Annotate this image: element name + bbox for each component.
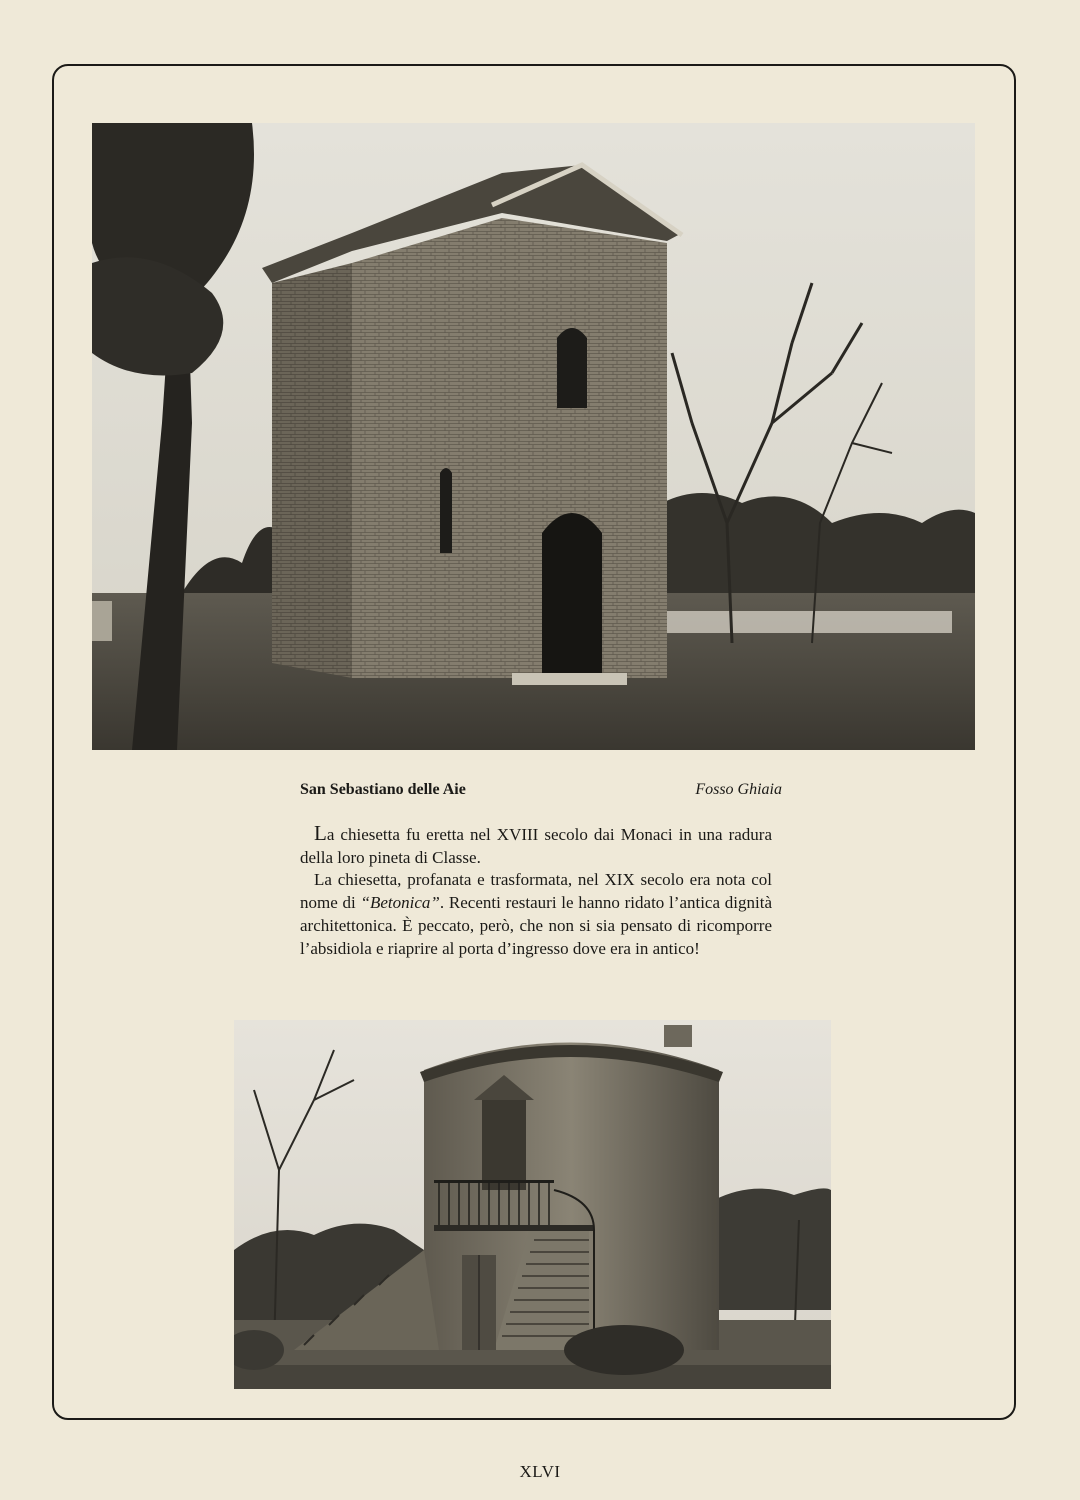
caption-title: San Sebastiano delle Aie bbox=[300, 781, 466, 798]
body-text bbox=[300, 822, 772, 960]
paragraph-2-italic: “Betonica” bbox=[360, 893, 440, 913]
caption-place: Fosso Ghiaia bbox=[695, 781, 782, 798]
paragraph-2-text-a: La chiesetta, profanata e trasformata, nel XIX secolo era nota col nome di bbox=[300, 870, 772, 913]
page-number: XLVI bbox=[519, 1462, 561, 1481]
chapel-photo-top bbox=[92, 123, 975, 750]
chapel-photo-bottom bbox=[234, 1020, 831, 1389]
paragraph-1 bbox=[300, 822, 772, 869]
paragraph-2-text-b: . Recenti restauri le hanno ridato l’antica dignità architettonica. È peccato, però, che non si sia pensato di ricomporre l’absidiola e riaprire al porta d’ingresso dove era in antico! bbox=[300, 893, 773, 958]
paragraph-1-text: a chiesetta fu eretta nel XVIII secolo dai Monaci in una radura della loro pineta di Classe. bbox=[300, 825, 772, 867]
initial-letter: L bbox=[314, 821, 327, 845]
photo-caption bbox=[300, 781, 782, 805]
paragraph-2 bbox=[300, 869, 772, 960]
